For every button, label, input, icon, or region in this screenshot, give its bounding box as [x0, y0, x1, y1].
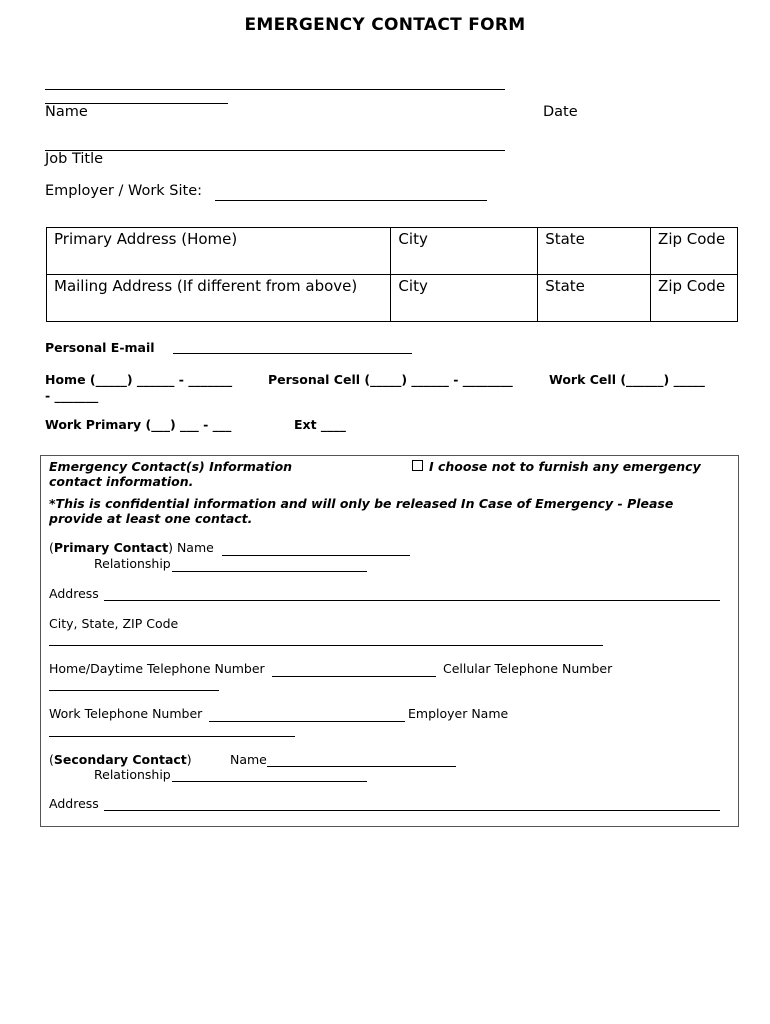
opt-out-label: I choose not to furnish any emergency [429, 459, 701, 474]
work-cell-field[interactable]: Work Cell (______) _____ [549, 372, 705, 387]
personal-email-label: Personal E-mail [45, 340, 155, 355]
paren: ( [49, 752, 54, 767]
name-line-1[interactable] [45, 89, 505, 90]
mailing-zip-cell[interactable]: Zip Code [651, 275, 738, 322]
primary-city-cell[interactable]: City [391, 228, 538, 275]
secondary-name-line[interactable] [267, 766, 456, 767]
job-title-line[interactable] [45, 150, 505, 151]
primary-state-cell[interactable]: State [538, 228, 651, 275]
secondary-contact-word: Secondary Contact [53, 752, 187, 767]
opt-out-checkbox[interactable] [412, 460, 423, 471]
emergency-heading: Emergency Contact(s) Information [49, 459, 293, 474]
name-label: Name [45, 104, 88, 120]
primary-contact-word: Primary Contact [53, 540, 169, 555]
work-cell-continued[interactable]: - _______ [45, 388, 99, 403]
city-state-zip-label: City, State, ZIP Code [49, 616, 179, 631]
personal-cell-field[interactable]: Personal Cell (_____) ______ - ________ [268, 372, 513, 387]
cell-phone-label: Cellular Telephone Number [443, 661, 613, 676]
relationship-line-2[interactable] [172, 781, 367, 782]
address-table [46, 227, 738, 322]
paren-close: ) [186, 752, 192, 767]
form-title: EMERGENCY CONTACT FORM [244, 15, 526, 35]
confidential-notice: *This is confidential information and will only be released In Case of Emergency - Please [49, 496, 674, 511]
name-word: ) Name [168, 540, 214, 555]
address-line-2[interactable] [104, 810, 720, 811]
relationship-label-2: Relationship [94, 767, 171, 782]
address-line[interactable] [104, 600, 720, 601]
opt-out-option[interactable] [412, 459, 701, 474]
primary-name-line[interactable] [222, 555, 410, 556]
employer-line[interactable] [215, 200, 487, 201]
address-label-2: Address [49, 796, 99, 811]
primary-zip-cell[interactable]: Zip Code [651, 228, 738, 275]
relationship-line[interactable] [172, 571, 367, 572]
primary-contact-name-label [49, 540, 214, 555]
home-phone-label: Home/Daytime Telephone Number [49, 661, 265, 676]
mailing-city-cell[interactable]: City [391, 275, 538, 322]
employer-name-label: Employer Name [408, 706, 509, 721]
date-label: Date [543, 104, 578, 120]
address-label: Address [49, 586, 99, 601]
mailing-address-cell[interactable]: Mailing Address (If different from above) [47, 275, 391, 322]
table-row [47, 275, 738, 322]
relationship-label: Relationship [94, 556, 171, 571]
city-state-zip-line[interactable] [49, 645, 603, 646]
primary-address-cell[interactable]: Primary Address (Home) [47, 228, 391, 275]
mailing-state-cell[interactable]: State [538, 275, 651, 322]
paren: ( [49, 540, 54, 555]
work-primary-field[interactable]: Work Primary (___) ___ - ___ [45, 417, 232, 432]
table-row [47, 228, 738, 275]
ext-field[interactable]: Ext ____ [294, 417, 346, 432]
home-phone-line[interactable] [272, 676, 436, 677]
work-phone-label: Work Telephone Number [49, 706, 203, 721]
emergency-heading-cont: contact information. [49, 474, 194, 489]
personal-email-line[interactable] [173, 353, 412, 354]
confidential-notice-cont: provide at least one contact. [49, 511, 253, 526]
secondary-contact-label [49, 752, 192, 767]
cell-phone-line[interactable] [49, 690, 219, 691]
work-phone-line[interactable] [209, 721, 405, 722]
home-phone-field[interactable]: Home (_____) ______ - _______ [45, 372, 233, 387]
secondary-name-label: Name [230, 752, 267, 767]
job-title-label: Job Title [45, 151, 104, 167]
employer-name-line[interactable] [49, 736, 295, 737]
employer-label: Employer / Work Site: [45, 183, 203, 199]
